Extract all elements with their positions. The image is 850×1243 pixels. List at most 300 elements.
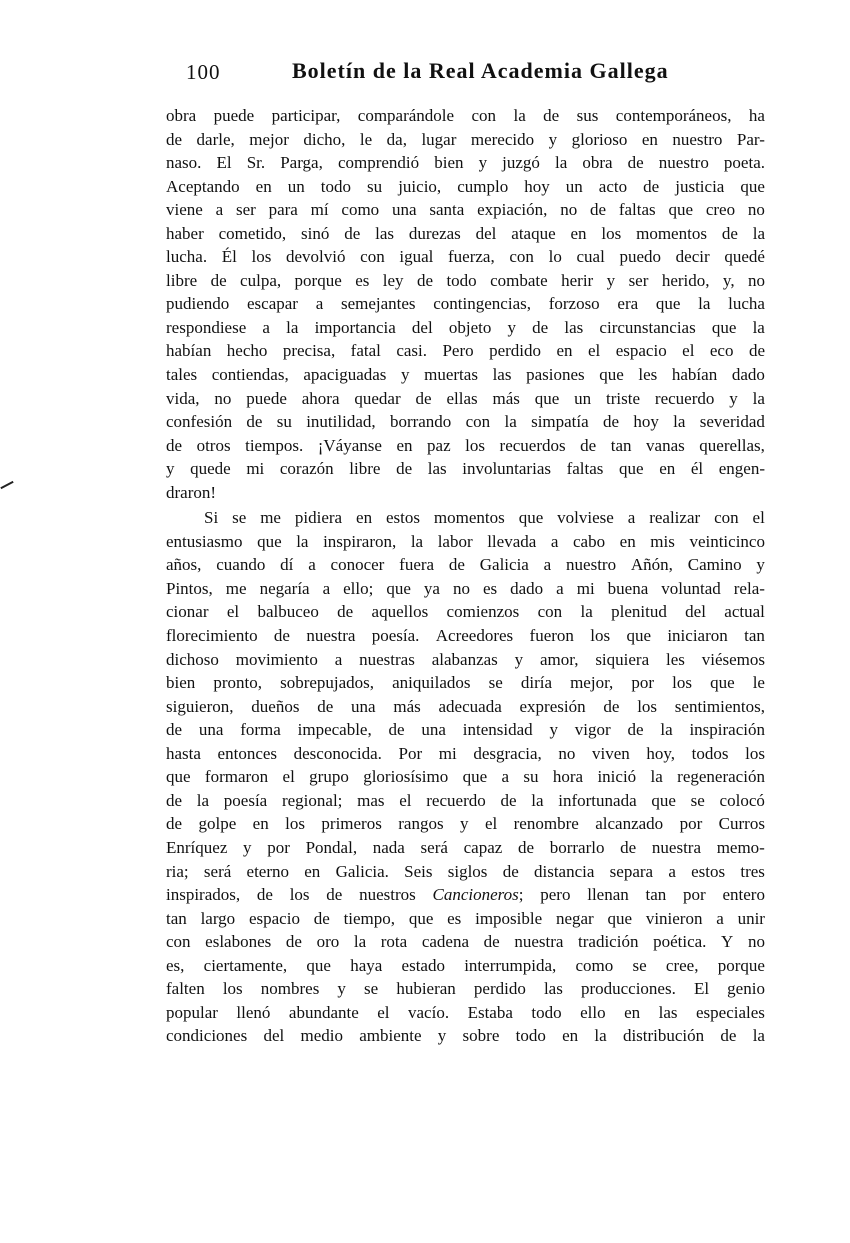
word: la — [296, 531, 309, 551]
word: hoy — [524, 176, 550, 196]
word: pronto, — [213, 673, 262, 693]
word: de — [337, 602, 354, 622]
word: no — [452, 578, 470, 598]
word: nuestro — [672, 129, 723, 149]
word: para — [268, 200, 298, 220]
word: siguieron, — [166, 696, 234, 716]
word: ciertamente, — [203, 955, 288, 975]
text-line — [166, 648, 765, 672]
word: tales — [166, 365, 198, 385]
word: nombres — [260, 979, 320, 999]
text-line — [166, 387, 765, 411]
word: hasta — [166, 743, 201, 763]
word: recuerdo — [426, 790, 486, 810]
word: el — [226, 602, 240, 622]
word: por — [679, 814, 703, 834]
word: ello; — [343, 578, 374, 598]
word: culpa, — [240, 270, 282, 290]
word: de — [166, 814, 183, 834]
word: más — [492, 388, 520, 408]
word: sobrepujados, — [280, 673, 375, 693]
word: nuestro — [658, 153, 709, 173]
word: las — [492, 365, 512, 385]
word: de — [285, 932, 302, 952]
word: de — [166, 720, 183, 740]
word: actual — [724, 602, 765, 622]
word: triste — [606, 388, 641, 408]
word: cuando — [216, 555, 266, 575]
word: y — [548, 129, 558, 149]
margin-mark — [0, 481, 13, 489]
word: la — [752, 317, 765, 337]
word: borrarlo — [549, 837, 605, 857]
word: cometido, — [218, 223, 287, 243]
word: de — [210, 270, 227, 290]
word: poesía. — [371, 626, 420, 646]
word: en — [304, 861, 321, 881]
word: los — [637, 696, 658, 716]
word: combate — [490, 270, 548, 290]
text-line — [166, 1024, 765, 1048]
word: de — [721, 223, 738, 243]
word: de — [603, 412, 620, 432]
word: lucha. — [166, 247, 208, 267]
word: labor — [437, 531, 473, 551]
word: es, — [166, 955, 185, 975]
word: herir — [561, 270, 594, 290]
word: ser — [235, 200, 256, 220]
word: estos — [691, 861, 726, 881]
word: comprendió — [337, 153, 420, 173]
word: aquellos — [371, 602, 429, 622]
word: todo — [446, 270, 477, 290]
word: dicho, — [303, 129, 346, 149]
word: no — [748, 270, 765, 290]
word: muertas — [424, 365, 478, 385]
word: en — [624, 1002, 641, 1022]
word: y — [243, 837, 252, 857]
word: tan — [166, 908, 187, 928]
word: de — [603, 696, 620, 716]
word: un — [287, 176, 305, 196]
word: no — [560, 200, 578, 220]
text-line — [166, 245, 765, 269]
word: hecho — [226, 341, 268, 361]
word: habían — [671, 365, 718, 385]
word: en — [396, 435, 413, 455]
word: producciones. — [580, 979, 676, 999]
word: espacio — [248, 908, 300, 928]
word: la — [504, 412, 517, 432]
word: realizar — [649, 508, 701, 528]
text-line — [166, 506, 765, 530]
word: querellas, — [699, 435, 765, 455]
word: glorioso — [571, 129, 628, 149]
word: condiciones — [166, 1026, 248, 1046]
word: Enríquez — [166, 837, 228, 857]
word: renombre — [513, 814, 579, 834]
word: y — [478, 153, 488, 173]
word: lo — [548, 247, 562, 267]
text-line — [166, 954, 765, 978]
word: viene — [166, 200, 203, 220]
word: inutilidad, — [306, 412, 376, 432]
word: su — [367, 176, 383, 196]
word: borrando — [389, 412, 452, 432]
word: casi. — [396, 341, 428, 361]
word: de — [483, 932, 500, 952]
word: me — [260, 508, 281, 528]
word: momentos — [433, 508, 505, 528]
text-line — [166, 883, 765, 907]
word: viven — [591, 743, 630, 763]
word: con — [537, 602, 563, 622]
word: Pintos, — [166, 578, 213, 598]
word: se — [488, 673, 503, 693]
word: comparándole — [357, 106, 455, 125]
word: con — [471, 106, 497, 125]
word: un — [565, 176, 583, 196]
word: expiación, — [477, 200, 548, 220]
word: involuntarias — [462, 459, 551, 479]
word: alabanzas — [431, 649, 498, 669]
word: la — [752, 1026, 765, 1046]
word: dueños — [251, 696, 300, 716]
word: la — [286, 317, 299, 337]
text-line — [166, 151, 765, 175]
word: colocó — [719, 790, 765, 810]
word: que — [462, 767, 488, 787]
word: sobre — [462, 1026, 500, 1046]
word: Pero — [442, 341, 474, 361]
word: que — [534, 388, 560, 408]
word: Par- — [736, 129, 765, 149]
word: interrumpida, — [464, 955, 557, 975]
word: Acreedores — [435, 626, 514, 646]
word: fueron — [529, 626, 574, 646]
word: Seis — [404, 861, 433, 881]
word: inspirados, — [166, 885, 241, 905]
word: rota — [380, 932, 408, 952]
word: poética. — [653, 932, 707, 952]
word: era — [617, 294, 639, 314]
text-line — [166, 718, 765, 742]
word: una — [351, 696, 376, 716]
word: del — [263, 1026, 285, 1046]
text-line — [166, 175, 765, 199]
word: Por — [398, 743, 423, 763]
word: Pondal, — [305, 837, 358, 857]
word: grupo — [309, 767, 349, 787]
word: una — [391, 200, 417, 220]
word: obra — [166, 106, 197, 125]
word: semejantes — [340, 294, 416, 314]
word: de — [543, 106, 560, 125]
word: de — [532, 317, 549, 337]
text-line — [166, 410, 765, 434]
word: ataque — [511, 223, 556, 243]
word: que — [306, 955, 331, 975]
word: la — [555, 153, 568, 173]
text-line — [166, 977, 765, 1001]
word: y, — [722, 270, 735, 290]
word: que — [710, 673, 735, 693]
word: que — [668, 200, 694, 220]
word: ria; — [166, 861, 189, 881]
word: precisa, — [282, 341, 336, 361]
word: la — [531, 790, 544, 810]
word: nuestra — [306, 626, 356, 646]
word: entero — [722, 885, 765, 905]
word: El — [216, 153, 232, 173]
word: por — [631, 673, 655, 693]
word: como — [575, 955, 614, 975]
word: golpe — [198, 814, 237, 834]
word: la — [594, 1026, 607, 1046]
word: libre — [166, 270, 198, 290]
word: memo- — [716, 837, 765, 857]
word: a — [334, 649, 343, 669]
word: otros — [196, 435, 231, 455]
word: que — [607, 908, 633, 928]
word: veinticinco — [689, 531, 765, 551]
word: mejor, — [570, 673, 614, 693]
word: el — [399, 790, 412, 810]
word: pidiera — [294, 508, 343, 528]
paragraph-1 — [166, 104, 765, 504]
word: la — [353, 932, 367, 952]
word: él — [690, 459, 704, 479]
word: las — [658, 1002, 678, 1022]
word: nuestro — [566, 555, 617, 575]
word: engen- — [718, 459, 765, 479]
word: forzoso — [548, 294, 600, 314]
word: del — [411, 317, 433, 337]
word: puede — [213, 106, 255, 125]
word: perdido — [489, 341, 542, 361]
word: en — [641, 129, 658, 149]
word: pasiones — [526, 365, 585, 385]
word: desgracia, — [473, 743, 542, 763]
word: intensidad — [462, 720, 533, 740]
word: a — [550, 531, 559, 551]
word: ser — [628, 270, 649, 290]
word: El — [693, 979, 710, 999]
word: las — [564, 317, 584, 337]
word: del — [475, 223, 497, 243]
word: la — [660, 720, 673, 740]
word: nuestra — [514, 932, 564, 952]
word: forma — [240, 720, 281, 740]
word: puedo — [619, 247, 662, 267]
text-line — [166, 222, 765, 246]
word: lucha — [728, 294, 765, 314]
word: los — [222, 979, 243, 999]
text-line — [166, 128, 765, 152]
word: negaría — [259, 578, 310, 598]
word: porque — [717, 955, 765, 975]
word: alcanzado — [595, 814, 664, 834]
text-line — [166, 907, 765, 931]
word: las — [427, 459, 447, 479]
word: nuestra — [651, 837, 701, 857]
word: llenó — [236, 1002, 271, 1022]
word: de — [500, 790, 517, 810]
word: todo — [531, 1002, 562, 1022]
word: quede — [190, 459, 231, 479]
word: y — [437, 1026, 447, 1046]
word: medio — [300, 1026, 343, 1046]
word: darle, — [196, 129, 235, 149]
word: en — [252, 814, 269, 834]
word: distancia — [533, 861, 595, 881]
word: santa — [429, 200, 465, 220]
word: cumplo — [457, 176, 509, 196]
word: hubieran — [396, 979, 456, 999]
word: negar — [555, 908, 594, 928]
text-line — [166, 104, 765, 128]
word: estos — [386, 508, 420, 528]
word: como — [341, 200, 380, 220]
word: Sr. — [246, 153, 266, 173]
word: por — [683, 885, 706, 905]
word: y — [460, 814, 469, 834]
word: nada — [372, 837, 405, 857]
word: en — [562, 1026, 579, 1046]
word: dado — [510, 578, 544, 598]
word: de — [396, 459, 413, 479]
word: las — [543, 979, 563, 999]
word: a — [716, 908, 724, 928]
word: con — [166, 932, 191, 952]
word: nuestros — [359, 885, 416, 905]
word: habían — [166, 341, 212, 361]
word: es — [447, 908, 462, 928]
word: Cancioneros; — [432, 885, 524, 905]
text-line — [166, 198, 765, 222]
word: oro — [316, 932, 340, 952]
word: de — [317, 696, 334, 716]
word: balbuceo — [257, 602, 319, 622]
word: decir — [675, 247, 710, 267]
text-line — [166, 577, 765, 601]
word: de — [313, 908, 330, 928]
word: ha — [748, 106, 765, 125]
word: herido, — [661, 270, 710, 290]
word: a — [501, 767, 510, 787]
word: que — [408, 908, 434, 928]
word: y — [549, 720, 558, 740]
word: buena — [607, 578, 649, 598]
word: infortunada — [558, 790, 637, 810]
word: entonces — [217, 743, 278, 763]
word: a — [308, 555, 316, 575]
word: le — [752, 673, 765, 693]
word: me — [225, 578, 247, 598]
word: los — [601, 223, 622, 243]
word: cadena — [421, 932, 470, 952]
word: quedé — [724, 247, 765, 267]
word: inició — [597, 767, 637, 787]
word: el — [752, 508, 765, 528]
running-head: Boletín de la Real Academia Gallega — [292, 58, 669, 83]
word: volviese — [557, 508, 614, 528]
word: de — [448, 555, 465, 575]
page-body — [166, 104, 765, 1048]
word: unir — [737, 908, 765, 928]
word: aniquilados — [392, 673, 471, 693]
word: de — [416, 270, 434, 290]
word: libre — [349, 459, 381, 479]
word: se — [232, 508, 247, 528]
word: objeto — [448, 317, 492, 337]
word: a — [543, 555, 552, 575]
word: eterno — [246, 861, 290, 881]
text-line: draron! — [166, 482, 217, 502]
word: todos — [691, 743, 729, 763]
word: simpatía — [531, 412, 589, 432]
word: abundante — [288, 1002, 359, 1022]
word: escapar — [247, 294, 298, 314]
word: capaz — [463, 837, 503, 857]
word: con — [509, 247, 534, 267]
word: contingencias, — [433, 294, 531, 314]
word: Si — [204, 508, 219, 528]
text-line — [166, 789, 765, 813]
word: mas — [357, 790, 385, 810]
word: Curros — [718, 814, 765, 834]
word: hora — [552, 767, 584, 787]
word: momentos — [636, 223, 707, 243]
word: poesía — [223, 790, 268, 810]
word: un — [574, 388, 592, 408]
word: no — [214, 388, 232, 408]
word: iniciaron — [667, 626, 728, 646]
word: paz — [427, 435, 451, 455]
word: tiempos. — [245, 435, 304, 455]
word: cabo — [573, 531, 606, 551]
word: y — [729, 388, 738, 408]
word: vida, — [166, 388, 200, 408]
text-line — [166, 671, 765, 695]
word: se — [690, 790, 705, 810]
word: será — [203, 861, 232, 881]
word: severidad — [699, 412, 765, 432]
word: de — [502, 861, 519, 881]
text-line — [166, 457, 765, 481]
word: naso. — [166, 153, 202, 173]
word: haya — [350, 955, 383, 975]
word: lugar — [421, 129, 457, 149]
word: de — [720, 1026, 737, 1046]
word: del — [685, 602, 706, 622]
word: genio — [727, 979, 765, 999]
word: bien — [434, 153, 464, 173]
word: de — [388, 720, 405, 740]
word: rela- — [733, 578, 765, 598]
word: el — [282, 767, 295, 787]
word: confesión — [166, 412, 233, 432]
word: que — [518, 508, 544, 528]
word: hoy, — [646, 743, 676, 763]
word: hoy — [633, 412, 659, 432]
word: en — [570, 223, 587, 243]
word: movimiento — [235, 649, 318, 669]
text-line — [166, 363, 765, 387]
word: con — [714, 508, 739, 528]
word: vinieron — [645, 908, 703, 928]
word: a — [627, 508, 636, 528]
